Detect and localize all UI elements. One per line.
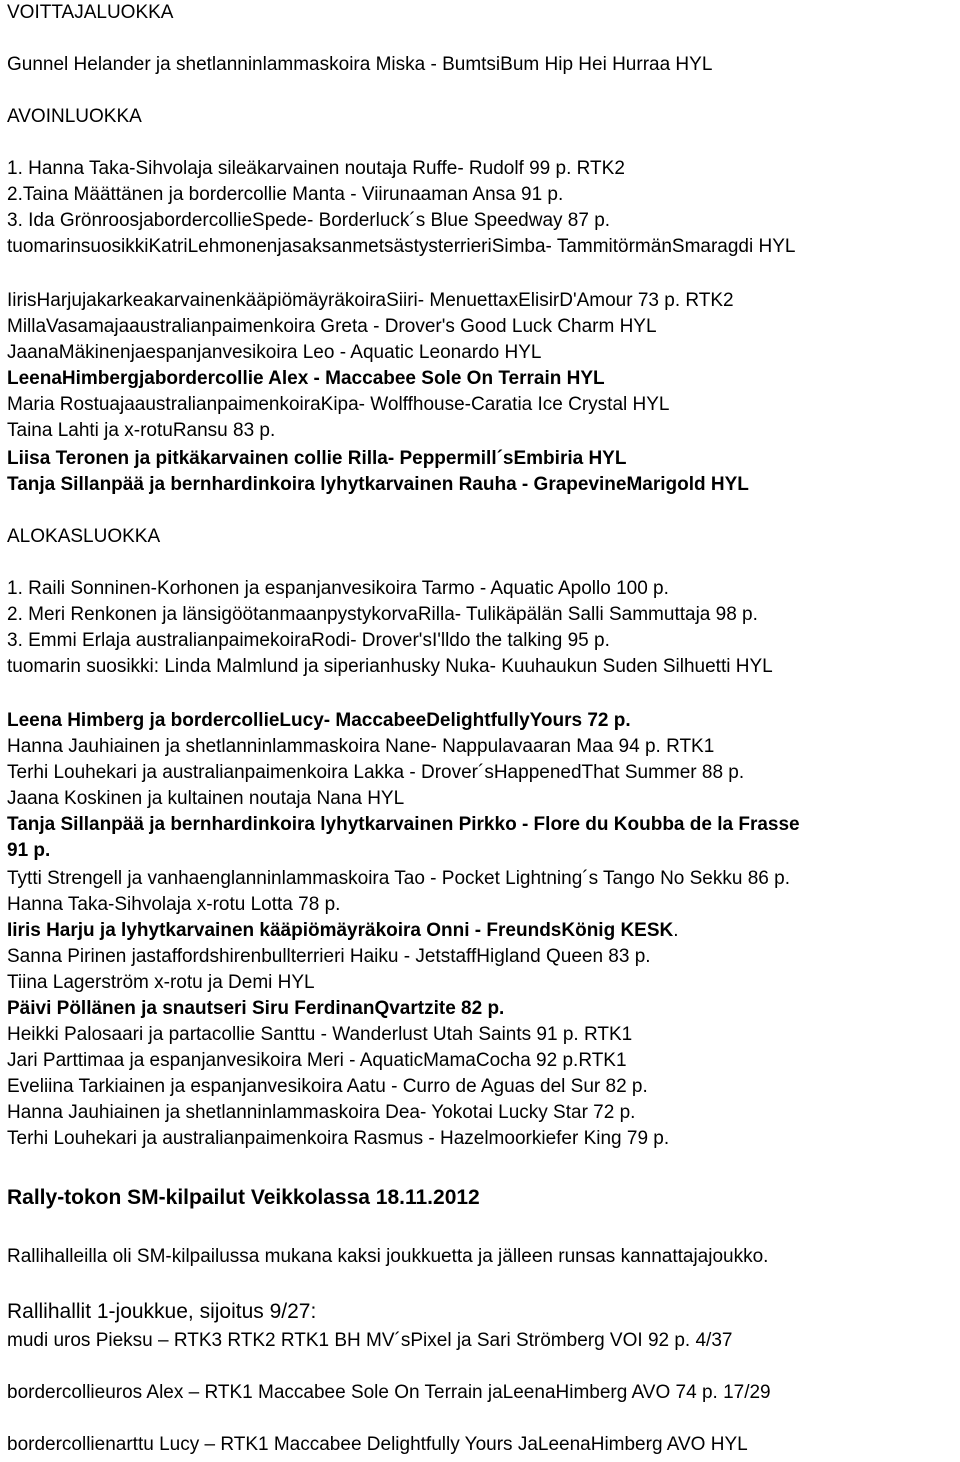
result-line: Tiina Lagerström x-rotu ja Demi HYL [7, 972, 315, 993]
class-heading-avoinluokka: AVOINLUOKKA [7, 106, 142, 127]
result-line: Jaana Koskinen ja kultainen noutaja Nana HYL [7, 788, 405, 809]
result-line-mixed [7, 919, 679, 943]
result-line-bold: Liisa Teronen ja pitkäkarvainen collie Rilla- Peppermill´sEmbiria HYL [7, 448, 627, 469]
result-line: 2.Taina Määttänen ja bordercollie Manta - Viirunaaman Ansa 91 p. [7, 184, 564, 205]
result-line-bold: Leena Himberg ja bordercollieLucy- MaccabeeDelightfullyYours 72 p. [7, 710, 631, 731]
result-line: Terhi Louhekari ja australianpaimenkoira Rasmus - Hazelmoorkiefer King 79 p. [7, 1128, 670, 1149]
result-line-bold: LeenaHimbergjabordercollie Alex - Maccabee Sole On Terrain HYL [7, 368, 605, 389]
section-title-rally: Rally-tokon SM-kilpailut Veikkolassa 18.11.2012 [7, 1186, 480, 1209]
result-line: 2. Meri Renkonen ja länsigöötanmaanpystykorvaRilla- Tulikäpälän Salli Sammuttaja 98 p. [7, 604, 758, 625]
result-line: 1. Hanna Taka-Sihvolaja sileäkarvainen noutaja Ruffe- Rudolf 99 p. RTK2 [7, 158, 625, 179]
result-line-bold: Päivi Pöllänen ja snautseri Siru FerdinanQvartzite 82 p. [7, 998, 505, 1019]
result-line: Tytti Strengell ja vanhaenglanninlammaskoira Tao - Pocket Lightning´s Tango No Sekku 86 p. [7, 868, 790, 889]
team-line: bordercollienarttu Lucy – RTK1 Maccabee Delightfully Yours JaLeenaHimberg AVO HYL [7, 1434, 748, 1455]
team-heading: Rallihallit 1-joukkue, sijoitus 9/27: [7, 1300, 317, 1323]
result-line: 3. Ida GrönroosjabordercollieSpede- Borderluck´s Blue Speedway 87 p. [7, 210, 611, 231]
result-line: Taina Lahti ja x-rotuRansu 83 p. [7, 420, 276, 441]
result-line: JaanaMäkinenjaespanjanvesikoira Leo - Aquatic Leonardo HYL [7, 342, 542, 363]
result-line: Gunnel Helander ja shetlanninlammaskoira Miska - BumtsiBum Hip Hei Hurraa HYL [7, 54, 713, 75]
class-heading-alokasluokka: ALOKASLUOKKA [7, 526, 161, 547]
result-line-bold: Tanja Sillanpää ja bernhardinkoira lyhytkarvainen Rauha - GrapevineMarigold HYL [7, 474, 749, 495]
team-line: bordercollieuros Alex – RTK1 Maccabee Sole On Terrain jaLeenaHimberg AVO 74 p. 17/29 [7, 1382, 771, 1403]
result-line: 1. Raili Sonninen-Korhonen ja espanjanvesikoira Tarmo - Aquatic Apollo 100 p. [7, 578, 669, 599]
result-line: Hanna Jauhiainen ja shetlanninlammaskoira Nane- Nappulavaaran Maa 94 p. RTK1 [7, 736, 715, 757]
result-line: 3. Emmi Erlaja australianpaimekoiraRodi- Drover'sI'lldo the talking 95 p. [7, 630, 610, 651]
class-heading-voittajaluokka: VOITTAJALUOKKA [7, 2, 174, 23]
team-line: mudi uros Pieksu – RTK3 RTK2 RTK1 BH MV´sPixel ja Sari Strömberg VOI 92 p. 4/37 [7, 1330, 733, 1351]
result-line-bold-part: Iiris Harju ja lyhytkarvainen kääpiömäyräkoira Onni - FreundsKönig KESK [7, 920, 674, 941]
result-line: Heikki Palosaari ja partacollie Santtu - Wanderlust Utah Saints 91 p. RTK1 [7, 1024, 633, 1045]
result-line: Maria RostuajaaustralianpaimenkoiraKipa- Wolffhouse-Caratia Ice Crystal HYL [7, 394, 670, 415]
result-line: Hanna Jauhiainen ja shetlanninlammaskoira Dea- Yokotai Lucky Star 72 p. [7, 1102, 636, 1123]
result-line-tail: . [673, 920, 679, 941]
result-line: Eveliina Tarkiainen ja espanjanvesikoira Aatu - Curro de Aguas del Sur 82 p. [7, 1076, 648, 1097]
result-line: tuomarinsuosikkiKatriLehmonenjasaksanmetsästysterrieriSimba- TammitörmänSmaragdi HYL [7, 236, 796, 257]
result-line: Hanna Taka-Sihvolaja x-rotu Lotta 78 p. [7, 894, 341, 915]
result-line-bold: Tanja Sillanpää ja bernhardinkoira lyhytkarvainen Pirkko - Flore du Koubba de la Frasse [7, 814, 800, 835]
result-line: MillaVasamajaaustralianpaimenkoira Greta - Drover's Good Luck Charm HYL [7, 316, 657, 337]
rally-intro: Rallihalleilla oli SM-kilpailussa mukana kaksi joukkuetta ja jälleen runsas kannattajajoukko. [7, 1246, 769, 1267]
result-line: Sanna Pirinen jastaffordshirenbullterrieri Haiku - JetstaffHigland Queen 83 p. [7, 946, 651, 967]
result-line: IirisHarjujakarkeakarvainenkääpiömäyräkoiraSiiri- MenuettaxElisirD'Amour 73 p. RTK2 [7, 290, 734, 311]
result-line: Terhi Louhekari ja australianpaimenkoira Lakka - Drover´sHappenedThat Summer 88 p. [7, 762, 745, 783]
result-line: tuomarin suosikki: Linda Malmlund ja siperianhusky Nuka- Kuuhaukun Suden Silhuetti HYL [7, 656, 773, 677]
result-line: Jari Parttimaa ja espanjanvesikoira Meri - AquaticMamaCocha 92 p.RTK1 [7, 1050, 627, 1071]
result-line-bold: 91 p. [7, 840, 51, 861]
